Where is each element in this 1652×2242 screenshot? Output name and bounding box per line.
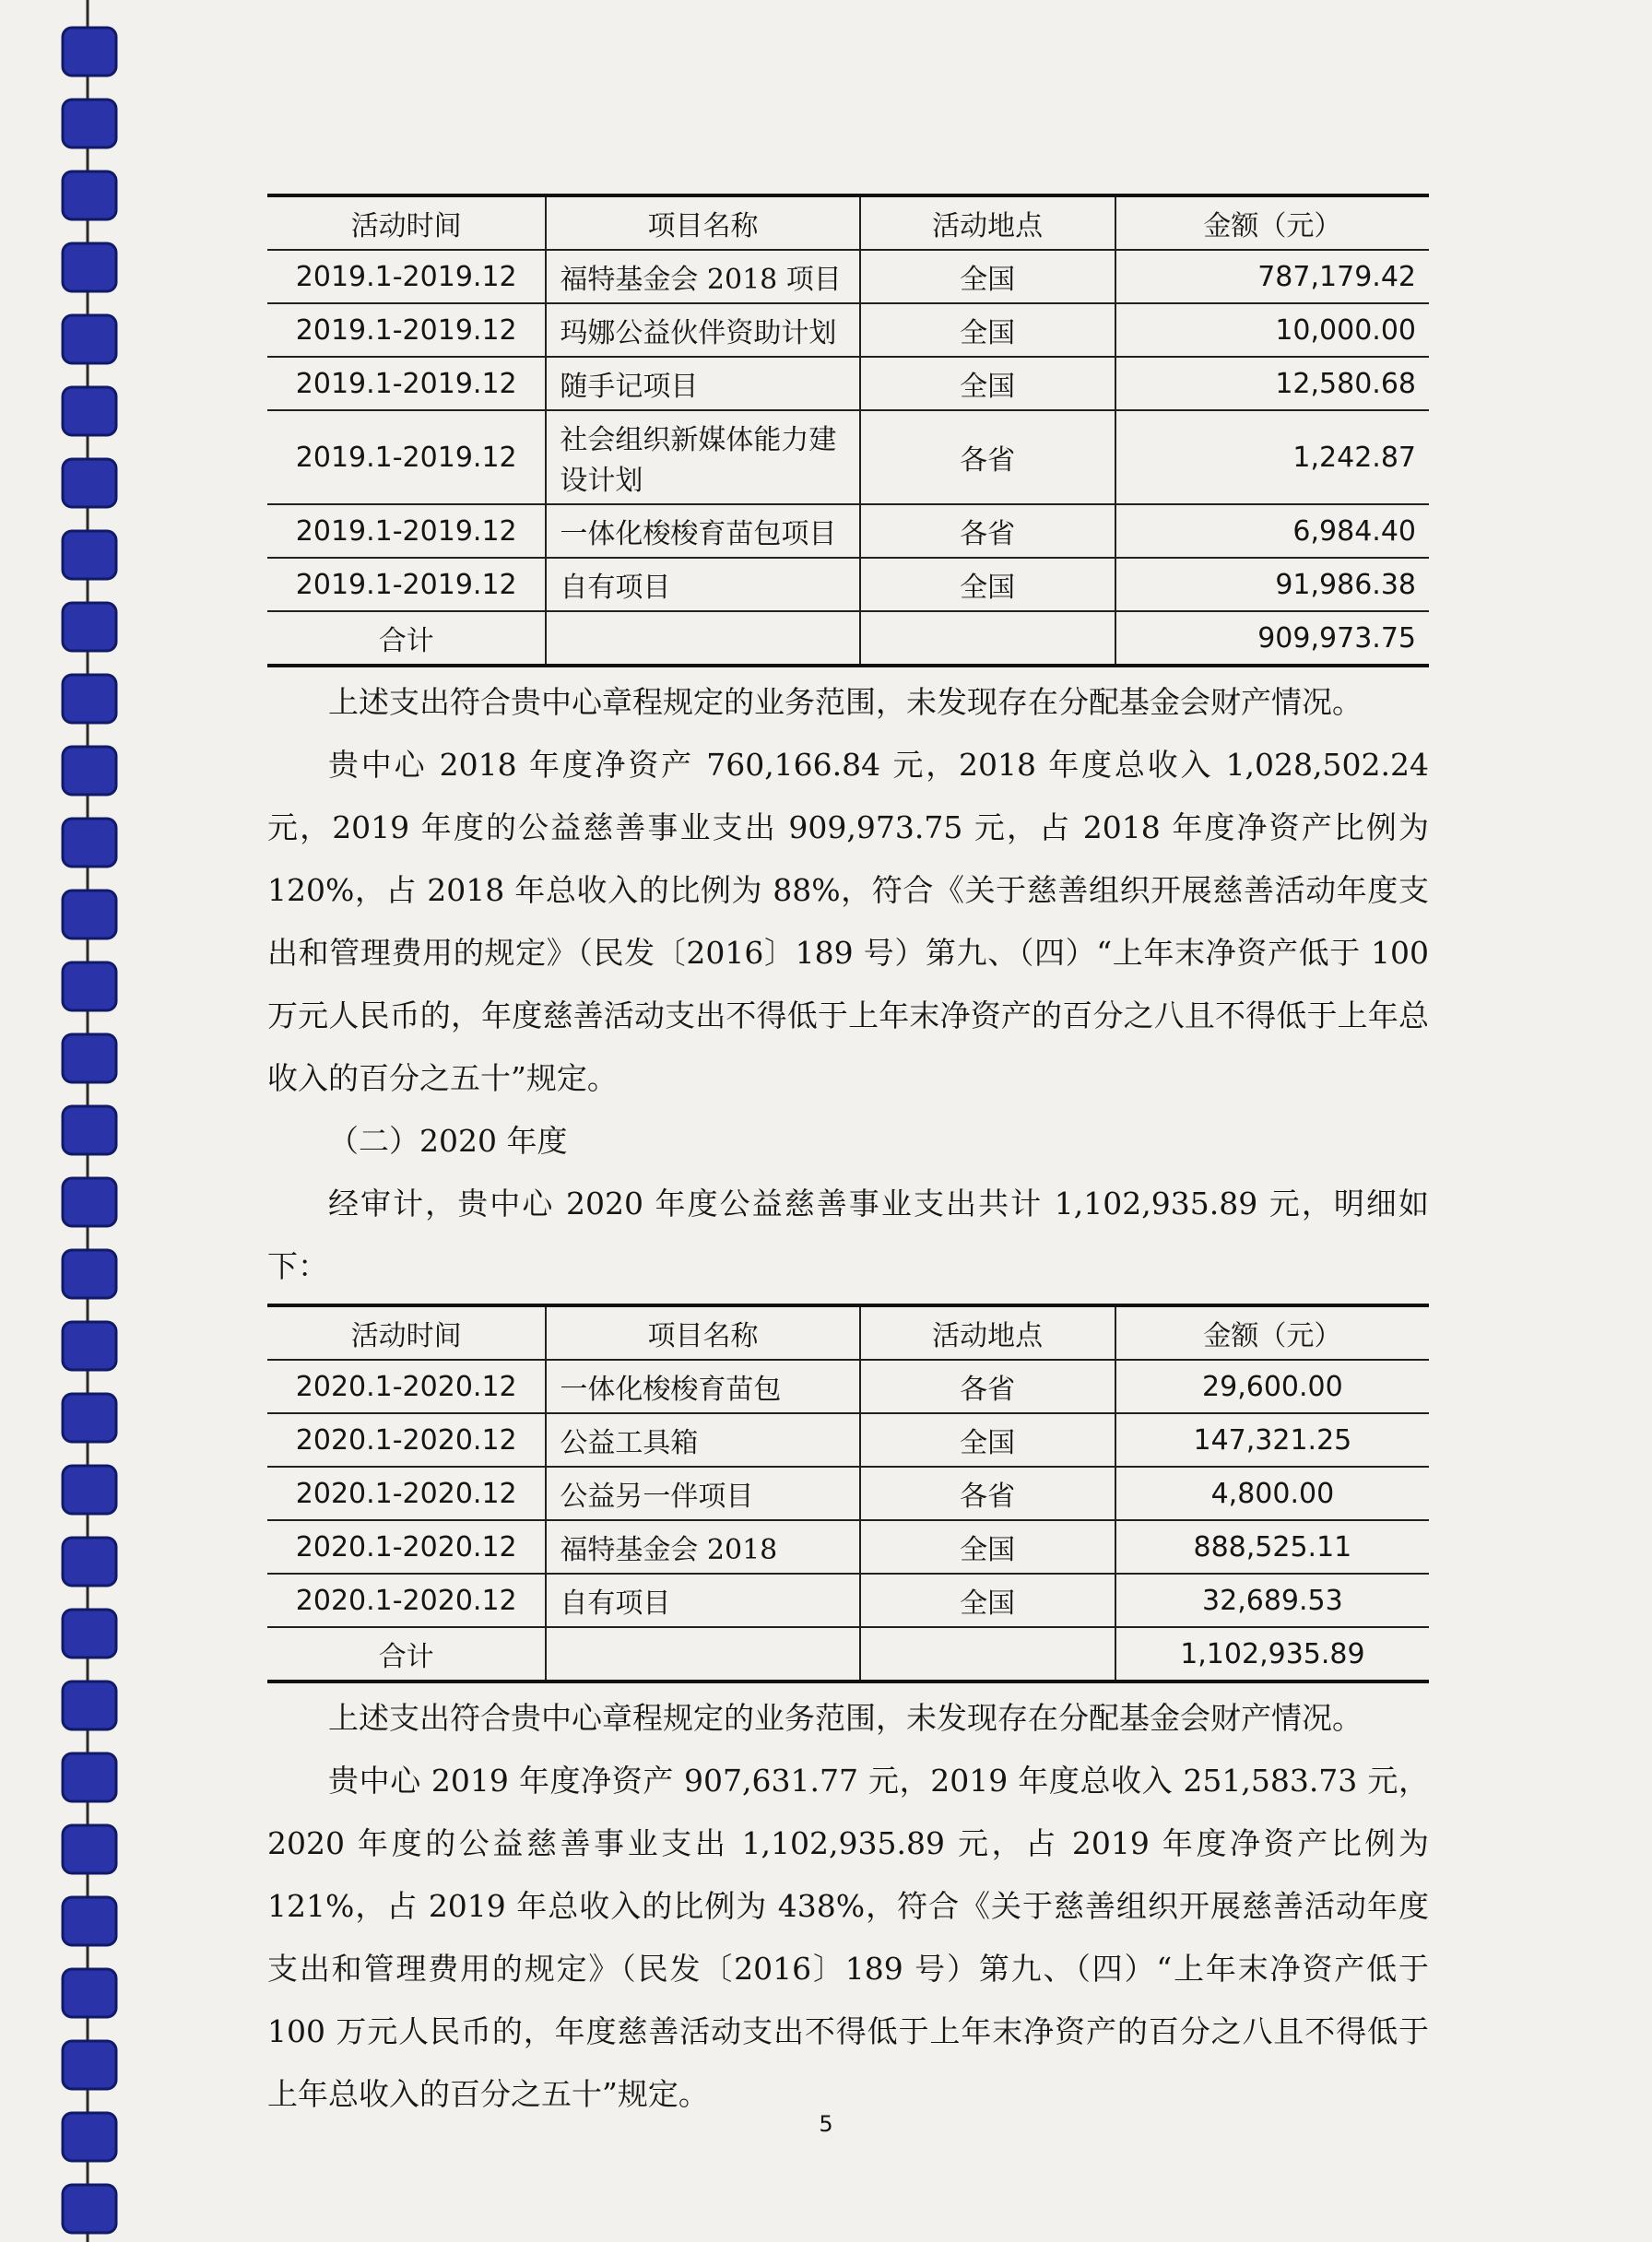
page-number: 5 <box>819 2111 833 2137</box>
section-heading-2020: （二）2020 年度 <box>328 1123 568 1159</box>
cell-amount: 32,689.53 <box>1115 1574 1429 1627</box>
cell-amount: 6,984.40 <box>1115 504 1429 558</box>
cell-amount: 10,000.00 <box>1115 303 1429 357</box>
compliance-paragraph-2020: 上述支出符合贵中心章程规定的业务范围，未发现存在分配基金会财产情况。 <box>328 1700 1363 1736</box>
table-row <box>267 1360 1429 1413</box>
table-row <box>267 1574 1429 1627</box>
cell-project: 公益另一伴项目 <box>546 1467 859 1520</box>
cell-project: 一体化梭梭育苗包项目 <box>546 504 859 558</box>
binding-ring <box>63 1394 116 1442</box>
binding-ring <box>63 171 116 219</box>
cell-amount: 888,525.11 <box>1115 1520 1429 1574</box>
cell-amount: 147,321.25 <box>1115 1413 1429 1467</box>
binding-ring <box>63 1538 116 1586</box>
cell-project: 随手记项目 <box>546 357 859 410</box>
total-label: 合计 <box>267 611 546 666</box>
binding-ring <box>63 1969 116 2017</box>
binding-ring <box>63 1250 116 1298</box>
binding-ring <box>63 28 116 76</box>
table-row <box>267 303 1429 357</box>
table-header-row <box>267 1305 1429 1360</box>
cell-date: 2020.1-2020.12 <box>267 1574 546 1627</box>
expense-table-2019 <box>267 194 1429 667</box>
binding-ring <box>63 962 116 1010</box>
table-row <box>267 1413 1429 1467</box>
binding-ring <box>63 100 116 148</box>
total-amount: 1,102,935.89 <box>1115 1627 1429 1682</box>
total-label: 合计 <box>267 1627 546 1682</box>
intro-paragraph-2020: 经审计，贵中心 2020 年度公益慈善事业支出共计 1,102,935.89 元，明细如下： <box>267 1186 1429 1284</box>
binding-ring <box>63 1466 116 1514</box>
cell-amount: 12,580.68 <box>1115 357 1429 410</box>
cell-project: 自有项目 <box>546 558 859 611</box>
binding-ring <box>63 819 116 867</box>
binding-ring <box>63 1825 116 1873</box>
cell-project: 福特基金会 2018 项目 <box>546 250 859 303</box>
table-row <box>267 558 1429 611</box>
binding-ring <box>63 1322 116 1370</box>
binding-ring <box>63 531 116 579</box>
cell-date: 2020.1-2020.12 <box>267 1467 546 1520</box>
binding-ring <box>63 2185 116 2233</box>
cell-date: 2019.1-2019.12 <box>267 303 546 357</box>
ratio-paragraph-2019: 贵中心 2018 年度净资产 760,166.84 元，2018 年度总收入 1,028,502.24 元，2019 年度的公益慈善事业支出 909,973.75 元，占 2018 年度净资产比例为 120%，占 2018 年总收入的比例为 88%，符合《关于慈善组织开展慈善活动年度支出和管理费用的规定》（民发〔2016〕189 号）第九、（四）“上年末净资产低于 100 万元人民币的，年度慈善活动支出不得低于上年末净资产的百分之八且不得低于上年总收入的百分之五十”规定。 <box>267 747 1429 1096</box>
binding-ring <box>63 2041 116 2089</box>
cell-amount: 91,986.38 <box>1115 558 1429 611</box>
table-row <box>267 250 1429 303</box>
cell-date: 2019.1-2019.12 <box>267 410 546 504</box>
binding-ring <box>63 1178 116 1226</box>
binding-ring <box>63 675 116 723</box>
total-amount: 909,973.75 <box>1115 611 1429 666</box>
cell-date: 2020.1-2020.12 <box>267 1360 546 1413</box>
binding-ring <box>63 891 116 938</box>
header-project-name: 项目名称 <box>546 195 859 250</box>
table-row <box>267 1467 1429 1520</box>
header-activity-time: 活动时间 <box>267 195 546 250</box>
cell-date: 2019.1-2019.12 <box>267 558 546 611</box>
cell-location: 各省 <box>860 1360 1115 1413</box>
table-row <box>267 1520 1429 1574</box>
binding-ring <box>63 1610 116 1658</box>
cell-project: 福特基金会 2018 <box>546 1520 859 1574</box>
cell-amount: 29,600.00 <box>1115 1360 1429 1413</box>
table-row <box>267 410 1429 504</box>
document-page <box>267 194 1429 2126</box>
cell-location: 全国 <box>860 250 1115 303</box>
binding-ring <box>63 243 116 291</box>
table-row <box>267 357 1429 410</box>
cell-empty <box>546 611 859 666</box>
cell-amount: 787,179.42 <box>1115 250 1429 303</box>
header-amount: 金额（元） <box>1115 195 1429 250</box>
binding-ring <box>63 603 116 651</box>
cell-location: 各省 <box>860 504 1115 558</box>
cell-location: 全国 <box>860 303 1115 357</box>
cell-project: 公益工具箱 <box>546 1413 859 1467</box>
cell-date: 2019.1-2019.12 <box>267 250 546 303</box>
cell-empty <box>860 611 1115 666</box>
binding-ring <box>63 1034 116 1082</box>
binding-ring <box>63 1106 116 1154</box>
cell-date: 2019.1-2019.12 <box>267 504 546 558</box>
cell-date: 2020.1-2020.12 <box>267 1520 546 1574</box>
binding-ring <box>63 387 116 435</box>
binding-ring <box>63 1897 116 1945</box>
header-location: 活动地点 <box>860 1305 1115 1360</box>
cell-amount: 4,800.00 <box>1115 1467 1429 1520</box>
binding-ring <box>63 459 116 507</box>
binding-ring <box>63 747 116 795</box>
table-total-row <box>267 1627 1429 1682</box>
cell-project: 自有项目 <box>546 1574 859 1627</box>
cell-location: 全国 <box>860 558 1115 611</box>
cell-empty <box>546 1627 859 1682</box>
binding-ring <box>63 1753 116 1801</box>
compliance-paragraph-2019: 上述支出符合贵中心章程规定的业务范围，未发现存在分配基金会财产情况。 <box>328 684 1363 720</box>
cell-project: 玛娜公益伙伴资助计划 <box>546 303 859 357</box>
cell-location: 全国 <box>860 357 1115 410</box>
cell-project: 一体化梭梭育苗包 <box>546 1360 859 1413</box>
binding-ring <box>63 315 116 363</box>
cell-empty <box>860 1627 1115 1682</box>
cell-location: 各省 <box>860 410 1115 504</box>
cell-date: 2020.1-2020.12 <box>267 1413 546 1467</box>
table-header-row <box>267 195 1429 250</box>
header-activity-time: 活动时间 <box>267 1305 546 1360</box>
cell-amount: 1,242.87 <box>1115 410 1429 504</box>
table-total-row <box>267 611 1429 666</box>
cell-location: 全国 <box>860 1574 1115 1627</box>
expense-table-2020 <box>267 1304 1429 1683</box>
binding-ring <box>63 1682 116 1729</box>
header-project-name: 项目名称 <box>546 1305 859 1360</box>
header-amount: 金额（元） <box>1115 1305 1429 1360</box>
table-row <box>267 504 1429 558</box>
cell-location: 全国 <box>860 1520 1115 1574</box>
ratio-paragraph-2020: 贵中心 2019 年度净资产 907,631.77 元，2019 年度总收入 251,583.73 元，2020 年度的公益慈善事业支出 1,102,935.89 元，占 2019 年度净资产比例为 121%，占 2019 年总收入的比例为 438%，符合《关于慈善组织开展慈善活动年度支出和管理费用的规定》（民发〔2016〕189 号）第九、（四）“上年末净资产低于 100 万元人民币的，年度慈善活动支出不得低于上年末净资产的百分之八且不得低于上年总收入的百分之五十”规定。 <box>267 1763 1429 2112</box>
cell-date: 2019.1-2019.12 <box>267 357 546 410</box>
header-location: 活动地点 <box>860 195 1115 250</box>
cell-location: 全国 <box>860 1413 1115 1467</box>
spiral-binding <box>0 0 138 2242</box>
cell-project: 社会组织新媒体能力建设计划 <box>546 410 859 504</box>
cell-location: 各省 <box>860 1467 1115 1520</box>
